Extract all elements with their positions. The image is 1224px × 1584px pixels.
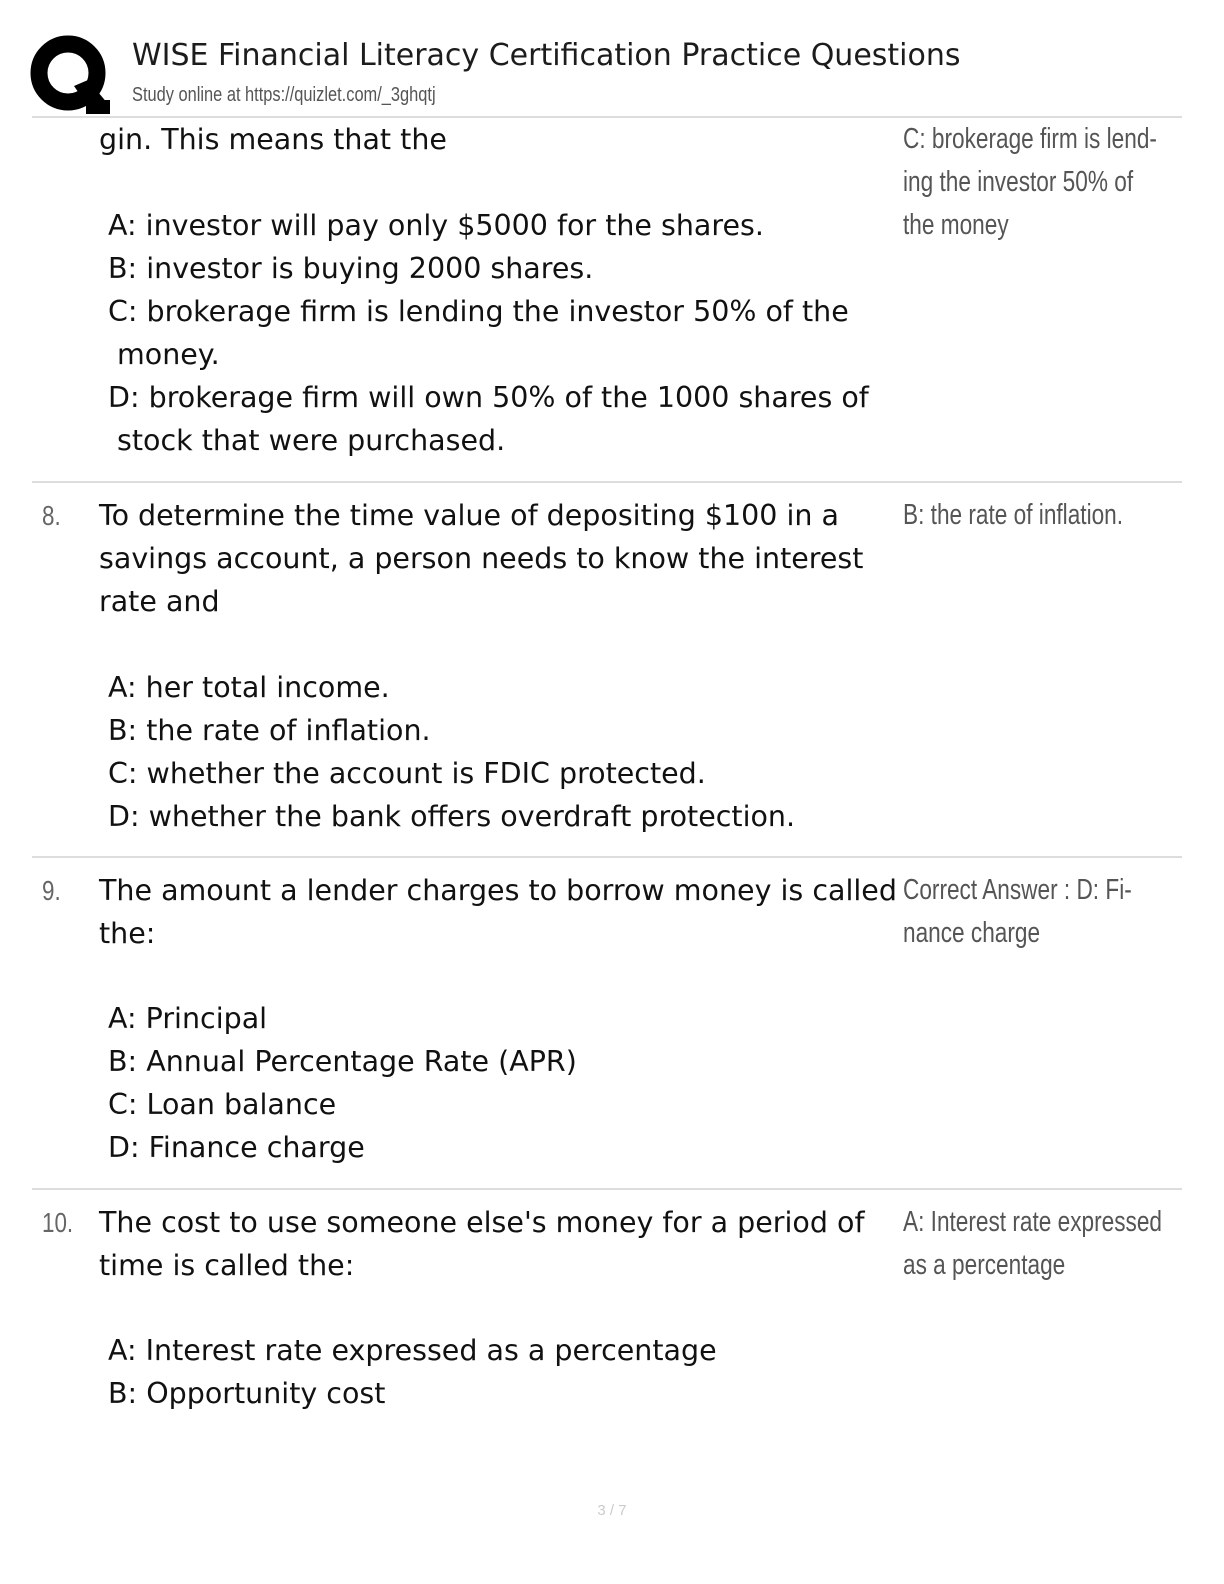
option-a: A: Principal <box>108 1002 268 1035</box>
question-text: The amount a lender charges to borrow money is called the: <box>99 874 897 950</box>
question-text: The cost to use someone else's money for a period of time is called the: <box>99 1206 865 1282</box>
correct-answer: Correct Answer : D: Fi-nance charge <box>903 874 1132 949</box>
correct-answer: B: the rate of inflation. <box>903 499 1124 531</box>
question-number: 9. <box>42 875 61 906</box>
option-a: A: investor will pay only $5000 for the shares. <box>108 209 764 242</box>
quizlet-logo-icon <box>30 34 112 116</box>
option-c: C: whether the account is FDIC protected. <box>108 757 706 790</box>
answer-options <box>99 1329 909 1415</box>
option-d: D: Finance charge <box>108 1131 365 1164</box>
option-d: D: brokerage firm will own 50% of the 1000 shares of stock that were purchased. <box>108 381 869 457</box>
question-text: To determine the time value of depositing $100 in a savings account, a person needs to know the interest rate and <box>99 499 864 618</box>
question-text: gin. This means that the <box>99 123 447 156</box>
correct-answer: A: Interest rate expressed as a percentage <box>903 1206 1163 1281</box>
study-online-link[interactable]: Study online at https://quizlet.com/_3ghqtj <box>132 84 436 106</box>
question-number: 8. <box>42 500 61 531</box>
question-divider <box>32 481 1182 483</box>
option-a: A: Interest rate expressed as a percentage <box>108 1334 717 1367</box>
answer-options <box>99 204 909 462</box>
option-c: C: Loan balance <box>108 1088 337 1121</box>
page-title: WISE Financial Literacy Certification Practice Questions <box>132 38 961 73</box>
option-b: B: investor is buying 2000 shares. <box>108 252 594 285</box>
page-header <box>30 30 1190 116</box>
answer-options <box>99 997 909 1169</box>
question-number: 10. <box>42 1207 74 1238</box>
correct-answer: C: brokerage firm is lend-ing the investor 50% of the money <box>903 123 1157 241</box>
question-divider <box>32 856 1182 858</box>
page-number: 3 / 7 <box>597 1502 627 1519</box>
option-d: D: whether the bank offers overdraft protection. <box>108 800 796 833</box>
answer-options <box>99 666 909 838</box>
option-b: B: the rate of inflation. <box>108 714 431 747</box>
option-b: B: Opportunity cost <box>108 1377 386 1410</box>
question-divider <box>32 1188 1182 1190</box>
option-b: B: Annual Percentage Rate (APR) <box>108 1045 577 1078</box>
option-a: A: her total income. <box>108 671 390 704</box>
option-c: C: brokerage firm is lending the investor 50% of the money. <box>108 295 849 371</box>
